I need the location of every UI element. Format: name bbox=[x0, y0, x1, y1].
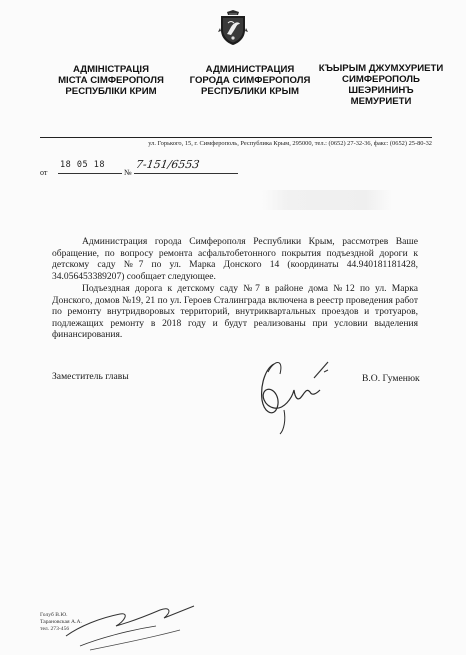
signer-name: В.О. Гуменюк bbox=[362, 373, 420, 384]
address-line: ул. Горького, 15, г. Симферополь, Республика Крым, 295000, тел.: (0652) 27-32-36, факс: (0652) 25-80-32 bbox=[148, 140, 432, 147]
header-crimean-tatar-line-4: МЕМУРИЕТИ bbox=[350, 96, 412, 107]
handwritten-scribble bbox=[60, 596, 200, 652]
date-label: от bbox=[40, 168, 48, 177]
header-crimean-tatar bbox=[316, 63, 446, 107]
paragraph-1-text: Администрация города Симферополя Республики Крым, рассмотрев Ваше обращение, по вопросу ремонта асфальтобетонного покрытия подъездной дороги к детскому саду №7 по ул. Марка Донского 14 (координаты 44.940181181428, 34.056453389207) сообщает следующее. bbox=[52, 236, 418, 282]
header-russian-line-3: РЕСПУБЛИКИ КРЫМ bbox=[201, 86, 299, 97]
signer-position: Заместитель главы bbox=[52, 371, 129, 382]
registration-number: 7-151/6553 bbox=[135, 158, 201, 171]
header-ukrainian bbox=[46, 64, 176, 97]
header-russian-line-2: ГОРОДА СИМФЕРОПОЛЯ bbox=[189, 75, 311, 86]
body-paragraph-2 bbox=[52, 283, 418, 341]
header-divider bbox=[40, 137, 432, 138]
header-russian-line-1: АДМИНИСТРАЦИЯ bbox=[205, 64, 295, 75]
header-ukrainian-line-1: АДМІНІСТРАЦІЯ bbox=[73, 64, 149, 75]
number-label: № bbox=[124, 168, 132, 177]
registration-date: 18 05 18 bbox=[60, 160, 105, 170]
crimea-coat-of-arms-icon bbox=[218, 10, 248, 46]
header-ukrainian-line-2: МІСТА СІМФЕРОПОЛЯ bbox=[58, 75, 164, 86]
header-crimean-tatar-line-3: ШЕЭРИНИНЪ bbox=[348, 85, 414, 96]
paragraph-2-text: Подъездная дорога к детскому саду №7 в районе дома №12 по ул. Марка Донского, домов №19, 21 по ул. Героев Сталинграда включена в реестр проведения работ по ремонту внутридворовых территорий, внутриквартальных проездов и тротуаров, подлежащих ремонту в 2018 году и будут реализованы при условии выделения финансирования. bbox=[52, 283, 418, 341]
date-underline bbox=[58, 173, 122, 174]
body-paragraph-1 bbox=[52, 236, 418, 282]
header-crimean-tatar-line-2: СИМФЕРОПОЛЬ bbox=[342, 74, 420, 85]
number-underline bbox=[134, 173, 238, 174]
executor-line-1: Голуб В.Ю. bbox=[40, 612, 68, 618]
redacted-recipient bbox=[262, 190, 392, 210]
pen-mark bbox=[310, 360, 332, 380]
executor-line-3: тел. 273-456 bbox=[40, 626, 70, 632]
header-crimean-tatar-line-1: КЪЫРЫМ ДЖУМХУРИЕТИ bbox=[318, 63, 444, 74]
handwritten-signature bbox=[244, 350, 354, 436]
executor-line-2: Тарановская А.А. bbox=[40, 619, 82, 625]
header-russian bbox=[183, 64, 317, 97]
header-ukrainian-line-3: РЕСПУБЛІКИ КРИМ bbox=[65, 86, 157, 97]
